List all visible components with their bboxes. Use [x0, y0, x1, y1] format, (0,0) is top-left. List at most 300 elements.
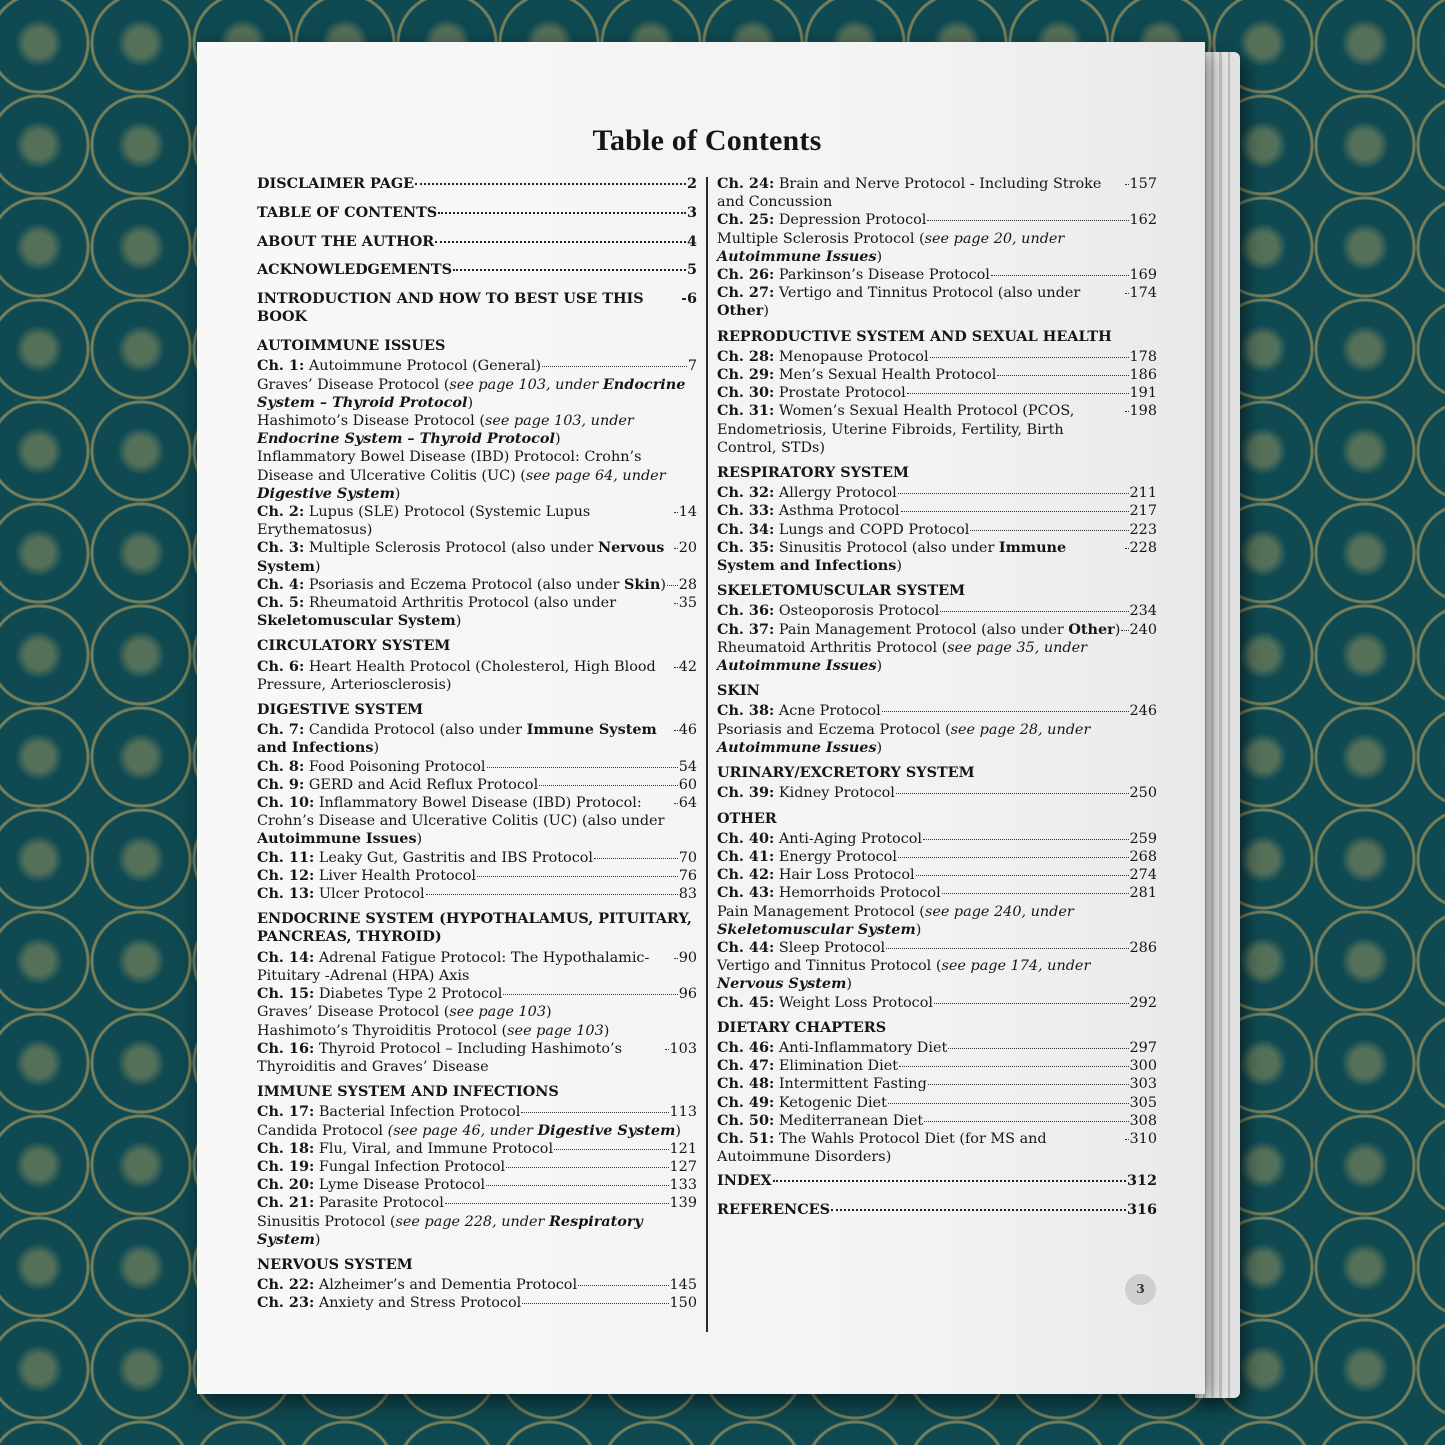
dot-leader	[554, 1149, 668, 1150]
chapter-title	[717, 402, 1124, 457]
chapter-text: Asthma Protocol	[778, 503, 900, 520]
chapter-text: Weight Loss Protocol	[778, 994, 933, 1011]
dot-leader	[991, 275, 1129, 276]
chapter-title	[717, 1057, 898, 1075]
dot-leader	[1125, 293, 1129, 294]
chapter-text: Anti-Aging Protocol	[778, 830, 923, 847]
section-heading: IMMUNE SYSTEM AND INFECTIONS	[257, 1083, 559, 1101]
chapter-title	[257, 357, 541, 375]
toc-entry	[717, 1201, 1157, 1219]
chapter-number: Ch. 28:	[717, 347, 775, 365]
chapter-title	[257, 1140, 553, 1158]
dot-leader	[924, 1121, 1128, 1122]
dot-leader	[542, 366, 687, 367]
chapter-number: Ch. 34:	[717, 520, 775, 538]
chapter-title	[257, 576, 666, 594]
chapter-entry	[717, 1112, 1157, 1130]
cross-ref-segment: Multiple Sclerosis Protocol (	[717, 230, 925, 247]
page-ref: 64	[678, 795, 697, 812]
page-ref: 246	[1129, 703, 1157, 720]
chapter-text: Sleep Protocol	[778, 939, 886, 956]
cross-reference	[257, 1022, 697, 1040]
dot-leader	[522, 1303, 668, 1304]
chapter-title	[717, 939, 885, 957]
chapter-title	[717, 621, 1120, 639]
page-ref: 281	[1129, 885, 1157, 902]
chapter-line	[717, 1112, 1157, 1130]
chapter-entry	[257, 1194, 697, 1212]
toc-entry	[257, 175, 697, 193]
dot-leader	[453, 269, 686, 271]
page-ref: 103	[669, 1040, 697, 1057]
dot-leader	[898, 857, 1129, 858]
dot-leader	[930, 357, 1129, 358]
chapter-text: Vertigo and Tinnitus Protocol (also under	[778, 285, 1081, 302]
chapter-line	[717, 784, 1157, 802]
chapter-title	[257, 985, 502, 1003]
chapter-entry	[717, 484, 1157, 502]
page-ref: 139	[669, 1195, 697, 1212]
page-ref: 292	[1129, 994, 1157, 1011]
chapter-title	[257, 776, 538, 794]
page-ref: 90	[678, 949, 697, 966]
chapter-crossref-bold: Autoimmune Issues	[257, 830, 417, 848]
cross-ref-segment: see page 64, under	[525, 467, 666, 484]
dot-leader	[674, 603, 678, 604]
chapter-title	[717, 784, 895, 802]
cross-ref-segment: )	[846, 976, 852, 993]
cross-reference	[257, 448, 697, 503]
chapter-number: Ch. 41:	[717, 847, 775, 865]
cross-ref-segment: )	[915, 921, 922, 938]
chapter-line	[717, 884, 1157, 902]
cross-ref-segment: )	[876, 658, 883, 675]
chapter-text: Allergy Protocol	[778, 485, 897, 502]
chapter-entry	[257, 794, 697, 849]
chapter-text: Prostate Protocol	[778, 385, 906, 402]
chapter-title	[717, 1039, 947, 1057]
chapter-number: Ch. 37:	[717, 620, 775, 638]
dot-leader	[1121, 630, 1128, 631]
chapter-entry	[257, 539, 697, 575]
toc-entry-line	[257, 233, 697, 251]
chapter-line	[257, 758, 697, 776]
chapter-line	[717, 521, 1157, 539]
cross-ref-segment: )	[545, 1004, 552, 1021]
chapter-title	[257, 867, 476, 885]
chapter-entry	[257, 885, 697, 903]
cross-ref-segment: Candida Protocol	[257, 1122, 388, 1139]
cross-ref-segment: Endocrine System – Thyroid Protocol	[257, 375, 686, 411]
toc-entry	[717, 1172, 1157, 1190]
cross-ref-segment: Endocrine System – Thyroid Protocol	[257, 430, 555, 448]
page-ref: 35	[678, 595, 697, 612]
chapter-line	[717, 384, 1157, 402]
chapter-number: Ch. 10:	[257, 794, 315, 812]
chapter-entry	[717, 502, 1157, 520]
page-ref: 274	[1129, 867, 1157, 884]
chapter-text: Lyme Disease Protocol	[318, 1177, 486, 1194]
chapter-line	[257, 658, 697, 694]
chapter-number: Ch. 43:	[717, 884, 775, 902]
cross-ref-segment: Hashimoto’s Thyroiditis Protocol (	[257, 1022, 508, 1039]
chapter-number: Ch. 45:	[717, 993, 775, 1011]
dot-leader	[674, 958, 678, 959]
chapter-text-end: )	[455, 613, 462, 630]
page-ref: 211	[1129, 485, 1157, 502]
chapter-number: Ch. 32:	[717, 484, 775, 502]
chapter-title	[257, 594, 673, 630]
dot-leader	[907, 393, 1129, 394]
chapter-number: Ch. 14:	[257, 948, 315, 966]
dot-leader	[928, 1084, 1129, 1085]
chapter-text: Flu, Viral, and Immune Protocol	[318, 1140, 554, 1157]
toc-entry-line	[717, 1201, 1157, 1219]
chapter-line	[717, 939, 1157, 957]
cross-ref-segment: Digestive System	[257, 484, 395, 502]
chapter-crossref-bold: Skin	[624, 575, 661, 593]
chapter-number: Ch. 2:	[257, 503, 305, 521]
section-heading: SKELETOMUSCULAR SYSTEM	[717, 582, 965, 600]
toc-entry-line	[257, 175, 697, 193]
page-ref: 4	[686, 232, 697, 250]
chapter-title	[717, 384, 906, 402]
chapter-line	[717, 211, 1157, 229]
toc-entry	[257, 233, 697, 251]
chapter-text: Inflammatory Bowel Disease (IBD) Protocol: Crohn’s Disease and Ulcerative Colitis (UC) (also under	[257, 795, 665, 830]
chapter-title	[257, 1176, 485, 1194]
chapter-entry	[717, 621, 1157, 639]
section-heading: NERVOUS SYSTEM	[257, 1255, 413, 1273]
page-ref: 297	[1129, 1039, 1157, 1056]
page-ref: 310	[1129, 1130, 1157, 1147]
chapter-number: Ch. 6:	[257, 657, 305, 675]
chapter-title	[257, 1158, 505, 1176]
chapter-line	[257, 776, 697, 794]
page-ref: 127	[669, 1158, 697, 1175]
chapter-entry	[717, 402, 1157, 457]
chapter-title	[257, 503, 673, 539]
dot-leader	[435, 241, 686, 243]
cross-ref-segment: )	[394, 485, 401, 502]
cross-ref-segment: see page 228, under	[395, 1213, 549, 1230]
chapter-title	[257, 949, 673, 985]
chapter-title	[717, 830, 922, 848]
chapter-entry	[717, 1075, 1157, 1093]
chapter-line	[717, 502, 1157, 520]
section-heading: OTHER	[717, 809, 777, 827]
chapter-number: Ch. 44:	[717, 938, 775, 956]
dot-leader	[896, 793, 1129, 794]
page-number-badge: 3	[1125, 1274, 1156, 1305]
cross-ref-segment: see page 103, under	[484, 413, 634, 429]
cross-ref-segment: Inflammatory Bowel Disease (IBD) Protocol: Crohn’s Disease and Ulcerative Colitis (UC) (	[257, 449, 642, 484]
entry-label: INTRODUCTION AND HOW TO BEST USE THIS BOOK	[257, 290, 644, 326]
chapter-text-end: )	[314, 558, 321, 575]
chapter-number: Ch. 13:	[257, 885, 315, 903]
cross-ref-segment: )	[876, 739, 883, 756]
chapter-entry	[717, 521, 1157, 539]
chapter-number: Ch. 46:	[717, 1038, 775, 1056]
chapter-entry	[717, 1130, 1157, 1166]
chapter-number: Ch. 47:	[717, 1057, 775, 1075]
chapter-entry	[717, 348, 1157, 366]
chapter-entry	[257, 1176, 697, 1194]
chapter-text: Liver Health Protocol	[318, 867, 476, 884]
cross-ref-segment: )	[314, 1231, 321, 1248]
column-divider	[706, 177, 708, 1332]
chapter-text: Hemorrhoids Protocol	[778, 885, 941, 902]
cross-ref-segment: Rheumatoid Arthritis Protocol (	[717, 639, 948, 656]
dot-leader	[927, 220, 1128, 221]
chapter-entry	[717, 1039, 1157, 1057]
page-ref: 96	[678, 986, 697, 1003]
toc-entry-line	[257, 204, 697, 222]
chapter-line	[717, 539, 1157, 575]
page-ref: 113	[669, 1104, 697, 1121]
chapter-text: Pain Management Protocol (also under	[778, 621, 1069, 638]
chapter-title	[717, 602, 939, 620]
page-ref: 54	[678, 758, 697, 775]
chapter-title	[257, 1194, 444, 1212]
chapter-entry	[257, 576, 697, 594]
toc-entry-line	[717, 1172, 1157, 1190]
dot-leader	[1125, 411, 1129, 412]
page-ref: 223	[1129, 521, 1157, 538]
chapter-title	[257, 885, 425, 903]
toc-entry	[257, 204, 697, 222]
page-ref: 14	[678, 504, 697, 521]
chapter-text: Parkinson’s Disease Protocol	[778, 267, 990, 284]
dot-leader	[445, 1203, 669, 1204]
chapter-number: Ch. 49:	[717, 1093, 775, 1111]
chapter-line	[717, 994, 1157, 1012]
cross-ref-segment: Graves’ Disease Protocol (	[257, 376, 450, 393]
chapter-number: Ch. 36:	[717, 602, 775, 620]
chapter-line	[257, 1276, 697, 1294]
dot-leader	[886, 948, 1128, 949]
cross-ref-segment: Autoimmune Issues	[717, 247, 877, 265]
cross-ref-segment: )	[675, 1122, 681, 1139]
entry-label: ACKNOWLEDGEMENTS	[257, 261, 452, 279]
chapter-entry	[717, 784, 1157, 802]
dot-leader	[674, 512, 678, 513]
chapter-entry	[717, 366, 1157, 384]
chapter-line	[717, 266, 1157, 284]
cross-ref-segment: Skeletomuscular System	[717, 920, 916, 938]
page-ref: 5	[686, 261, 697, 279]
page-ref: 186	[1129, 367, 1157, 384]
chapter-text: Multiple Sclerosis Protocol (also under	[308, 540, 598, 557]
chapter-text: Depression Protocol	[778, 212, 927, 229]
chapter-number: Ch. 27:	[717, 284, 775, 302]
chapter-number: Ch. 42:	[717, 866, 775, 884]
chapter-line	[257, 576, 697, 594]
section-heading: AUTOIMMUNE ISSUES	[257, 337, 446, 355]
chapter-entry	[717, 1057, 1157, 1075]
page-ref: 308	[1129, 1112, 1157, 1129]
chapter-text: Elimination Diet	[778, 1058, 898, 1075]
chapter-text: Lungs and COPD Protocol	[778, 521, 970, 538]
chapter-title	[717, 1130, 1124, 1166]
cross-reference	[717, 230, 1157, 266]
chapter-title	[717, 866, 915, 884]
dot-leader	[901, 511, 1129, 512]
chapter-line	[717, 866, 1157, 884]
chapter-crossref-bold: Nervous System	[257, 539, 665, 575]
chapter-text: Diabetes Type 2 Protocol	[318, 986, 503, 1003]
chapter-line	[717, 484, 1157, 502]
chapter-number: Ch. 3:	[257, 539, 305, 557]
cross-ref-segment: Sinusitis Protocol (	[257, 1213, 396, 1230]
page-ref: 6	[686, 290, 697, 308]
chapter-text-end: )	[416, 831, 423, 848]
chapter-entry	[717, 830, 1157, 848]
chapter-title	[257, 539, 673, 575]
chapter-entry	[717, 211, 1157, 229]
chapter-line	[257, 1140, 697, 1158]
chapter-line	[257, 1194, 697, 1212]
chapter-entry	[717, 939, 1157, 957]
chapter-number: Ch. 38:	[717, 702, 775, 720]
chapter-text-end: )	[373, 740, 380, 757]
page-ref: 60	[678, 776, 697, 793]
chapter-title	[717, 366, 996, 384]
chapter-title	[257, 658, 673, 694]
chapter-title	[717, 884, 941, 902]
entry-label: DISCLAIMER PAGE	[257, 175, 415, 192]
chapter-text: Candida Protocol (also under	[308, 722, 527, 739]
chapter-number: Ch. 40:	[717, 829, 775, 847]
dot-leader	[1125, 1139, 1129, 1140]
chapter-line	[257, 794, 697, 849]
page-ref: 228	[1129, 539, 1157, 556]
chapter-text: Heart Health Protocol (Cholesterol, High Blood Pressure, Arteriosclerosis)	[257, 658, 656, 693]
cross-ref-segment: see page 103	[507, 1022, 604, 1039]
chapter-text: Parasite Protocol	[318, 1195, 444, 1212]
chapter-text: Ulcer Protocol	[318, 886, 425, 903]
chapter-line	[257, 849, 697, 867]
chapter-entry	[257, 1276, 697, 1294]
page-ref: 268	[1129, 848, 1157, 865]
toc-entry	[257, 261, 697, 279]
chapter-number: Ch. 31:	[717, 402, 775, 420]
dot-leader	[487, 767, 678, 768]
cross-ref-segment: Respiratory System	[257, 1212, 643, 1248]
chapter-number: Ch. 23:	[257, 1294, 315, 1312]
chapter-text: Hair Loss Protocol	[778, 867, 915, 884]
chapter-entry	[257, 357, 697, 375]
chapter-number: Ch. 24:	[717, 175, 775, 192]
dot-leader	[477, 876, 678, 877]
cross-ref-segment: see page 174, under	[941, 958, 1091, 975]
chapter-title	[717, 266, 990, 284]
page-ref: 83	[678, 886, 697, 903]
dot-leader	[916, 875, 1129, 876]
toc-left-column	[257, 175, 697, 1313]
cross-ref-segment: Nervous System	[717, 975, 847, 993]
chapter-title	[717, 539, 1124, 575]
cross-reference	[717, 957, 1157, 993]
dot-leader	[942, 893, 1129, 894]
cross-ref-segment: Psoriasis and Eczema Protocol (	[717, 721, 951, 738]
chapter-text: Lupus (SLE) Protocol (Systemic Lupus Erythematosus)	[257, 504, 591, 539]
chapter-line	[257, 885, 697, 903]
chapter-title	[717, 1094, 887, 1112]
chapter-title	[717, 484, 897, 502]
page-ref: 234	[1129, 603, 1157, 620]
dot-leader	[503, 994, 677, 995]
page-ref: 174	[1129, 285, 1157, 302]
dot-leader	[923, 839, 1129, 840]
chapter-entry	[717, 866, 1157, 884]
chapter-entry	[257, 849, 697, 867]
chapter-entry	[257, 758, 697, 776]
chapter-entry	[717, 884, 1157, 902]
chapter-title	[717, 211, 926, 229]
chapter-text: Adrenal Fatigue Protocol: The Hypothalamic-Pituitary -Adrenal (HPA) Axis	[257, 949, 650, 984]
chapter-number: Ch. 22:	[257, 1276, 315, 1294]
chapter-line	[717, 402, 1157, 457]
chapter-text-end: )	[660, 576, 666, 593]
dot-leader	[674, 803, 678, 804]
section-heading: SKIN	[717, 682, 760, 700]
chapter-text-end: )	[896, 558, 902, 575]
chapter-number: Ch. 50:	[717, 1111, 775, 1129]
page-ref: 162	[1129, 212, 1157, 229]
section-heading: RESPIRATORY SYSTEM	[717, 464, 909, 482]
page-ref: 217	[1129, 503, 1157, 520]
page-ref: 300	[1129, 1058, 1157, 1075]
chapter-number: Ch. 8:	[257, 757, 305, 775]
dot-leader	[773, 1180, 1126, 1182]
chapter-entry	[257, 776, 697, 794]
chapter-title	[257, 721, 673, 757]
chapter-line	[717, 830, 1157, 848]
page-ref: 259	[1129, 830, 1157, 847]
cross-ref-segment: Digestive System	[537, 1121, 676, 1139]
chapter-line	[257, 721, 697, 757]
page-ref: 198	[1129, 403, 1157, 420]
chapter-line	[257, 1040, 697, 1076]
chapter-text: Rheumatoid Arthritis Protocol (also under	[308, 595, 617, 612]
chapter-number: Ch. 21:	[257, 1194, 315, 1212]
cross-ref-segment: )	[603, 1022, 610, 1039]
section-heading: ENDOCRINE SYSTEM (HYPOTHALAMUS, PITUITARY, PANCREAS, THYROID)	[257, 910, 692, 946]
page-ref: 76	[678, 867, 697, 884]
cross-ref-segment: Autoimmune Issues	[717, 657, 877, 675]
chapter-entry	[717, 994, 1157, 1012]
chapter-text: Brain and Nerve Protocol - Including Stroke and Concussion	[717, 176, 1102, 211]
cross-ref-segment: Pain Management Protocol (	[717, 903, 925, 920]
chapter-line	[257, 594, 697, 630]
chapter-entry	[717, 602, 1157, 620]
chapter-title	[717, 848, 897, 866]
chapter-number: Ch. 39:	[717, 784, 775, 802]
page-ref: 303	[1129, 1076, 1157, 1093]
chapter-number: Ch. 48:	[717, 1075, 775, 1093]
chapter-line	[717, 175, 1157, 211]
chapter-title	[257, 758, 486, 776]
page-ref: 305	[1129, 1094, 1157, 1111]
chapter-title	[717, 348, 929, 366]
cross-reference	[717, 721, 1157, 757]
cross-ref-segment: Vertigo and Tinnitus Protocol (	[717, 958, 942, 975]
chapter-entry	[257, 1103, 697, 1121]
page-ref: 3	[686, 203, 697, 221]
chapter-text: Energy Protocol	[778, 848, 897, 865]
chapter-number: Ch. 1:	[257, 357, 305, 375]
